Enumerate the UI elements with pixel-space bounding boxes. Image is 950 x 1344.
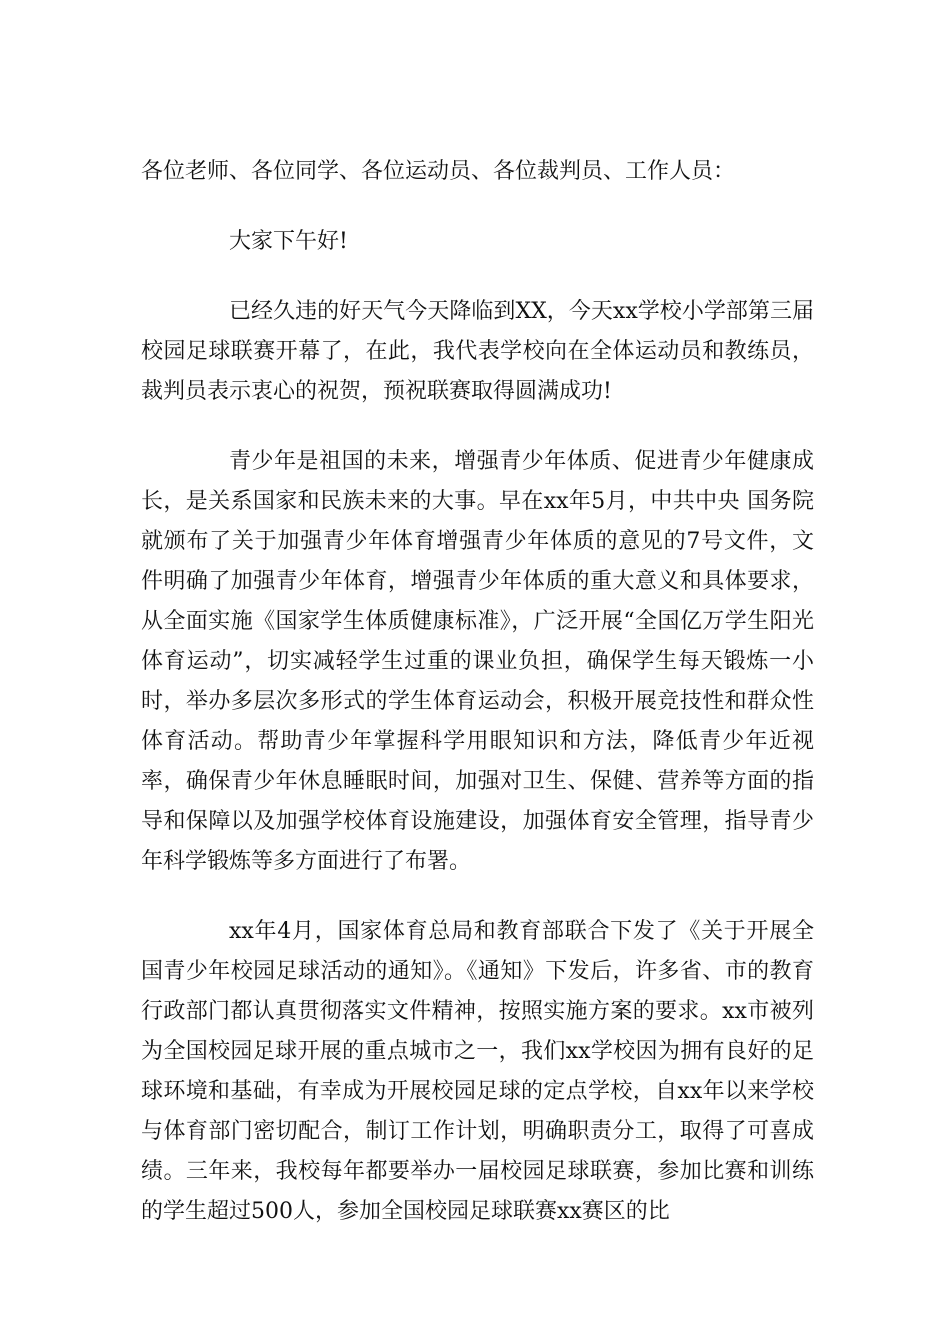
document-page [141,152,814,1262]
paragraph-youth-policy: 青少年是祖国的未来，增强青少年体质、促进青少年健康成长，是关系国家和民族未来的大事。早在xx年5月，中共中央 国务院就颁布了关于加强青少年体育增强青少年体质的意见的7号文件，文件明确了加强青少年体育，增强青少年体质的重大意义和具体要求，从全面实施《国家学生体质健康标准》，广泛开展“全国亿万学生阳光体育运动”，切实减轻学生过重的课业负担，确保学生每天锻炼一小时，举办多层次多形式的学生体育运动会，积极开展竞技性和群众性体育活动。帮助青少年掌握科学用眼知识和方法，降低青少年近视率，确保青少年休息睡眠时间，加强对卫生、保健、营养等方面的指导和保障以及加强学校体育设施建设，加强体育安全管理，指导青少年科学锻炼等多方面进行了布署。 [141,449,814,874]
salutation: 各位老师、各位同学、各位运动员、各位裁判员、工作人员： [141,159,736,184]
paragraph-greeting: 大家下午好! [229,229,348,254]
paragraph-opening: 已经久违的好天气今天降临到XX，今天xx学校小学部第三届校园足球联赛开幕了，在此，我代表学校向在全体运动员和教练员，裁判员表示衷心的祝贺，预祝联赛取得圆满成功! [141,299,814,404]
paragraph-campus-football: xx年4月，国家体育总局和教育部联合下发了《关于开展全国青少年校园足球活动的通知》。《通知》下发后，许多省、市的教育行政部门都认真贯彻落实文件精神，按照实施方案的要求。xx市被列为全国校园足球开展的重点城市之一，我们xx学校因为拥有良好的足球环境和基础，有幸成为开展校园足球的定点学校，自xx年以来学校与体育部门密切配合，制订工作计划，明确职责分工，取得了可喜成绩。三年来，我校每年都要举办一届校园足球联赛，参加比赛和训练的学生超过500人，参加全国校园足球联赛xx赛区的比 [141,919,814,1224]
